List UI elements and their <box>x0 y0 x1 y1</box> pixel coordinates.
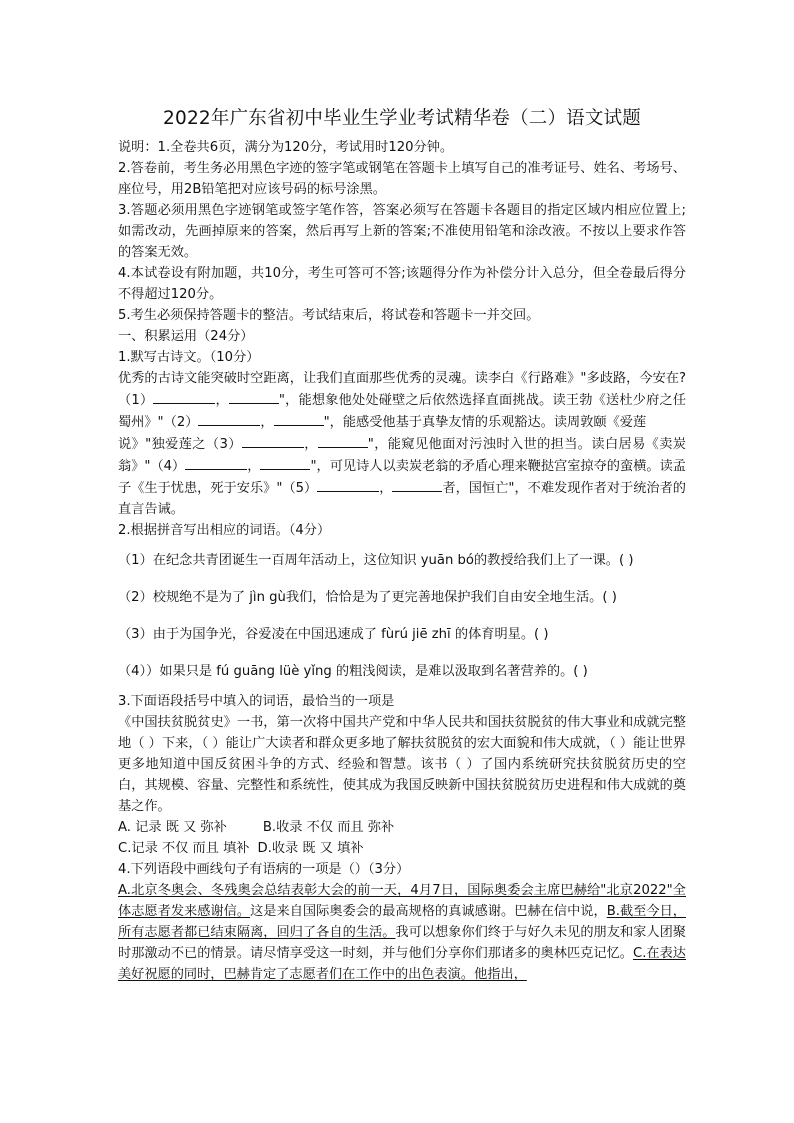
passage-text: 说》"独爱莲之（3） <box>118 437 242 452</box>
blank-comma: ， <box>247 459 261 474</box>
question-1-heading: 1.默写古诗文。（10分） <box>118 350 260 365</box>
passage-text: 优秀的古诗文能突破时空距离，让我们直面那些优秀的灵魂。读李白《行路难》"多歧路，今安在?（1） <box>118 371 686 408</box>
pinyin-item: （4））如果只是 fú guāng lüè yǐng 的粗浅阅读，是难以汲取到名著营养的。( ) <box>118 664 588 679</box>
underlined-sentence-b: B.截至今日，所有志愿者都已结束隔离，回归了各自的生活。 <box>118 904 686 940</box>
passage-text: 者，国恒亡"，不难发现作者对于统治者的直言告诫。 <box>118 481 686 517</box>
passage-text: 这是来自国际奥委会的最高规格的真诚感谢。巴赫在信中说， <box>250 904 607 919</box>
passage-text: "，能感受他基于真挚友情的乐观豁达。读周敦颐《爱莲 <box>323 415 647 430</box>
question-3-passage: 《中国扶贫脱贫史》一书，第一次将中国共产党和中华人民共和国扶贫脱贫的伟大事业和成就完整地（ ）下来，（ ）能让广大读者和群众更多地了解扶贫脱贫的宏大面貌和伟大成就，（ ）能让世界更多地知道中国反贫困斗争的方式、经验和智慧。该书（ ）了国内系统研究扶贫脱贫历史的空白，其规模、容量、完整性和系统性，使其成为我国反映新中国扶贫脱贫历史进程和伟大成就的奠基之作。 <box>118 715 686 814</box>
instruction-line: 4.本试卷设有附加题，共10分，考生可答可不答;该题得分作为补偿分计入总分，但全卷最后得分不得超过120分。 <box>118 266 686 302</box>
option-a[interactable]: A. 记录 既 又 弥补 <box>118 820 227 835</box>
fill-blank[interactable] <box>318 433 368 448</box>
fill-blank[interactable] <box>185 455 247 470</box>
instruction-line: 5.考生必须保持答题卡的整洁。考试结束后，将试卷和答题卡一并交回。 <box>118 308 540 323</box>
pinyin-item: （3）由于为国争光，谷爱凌在中国迅速成了 fùrú jiē zhī 的体育明星。( ) <box>118 627 549 642</box>
passage-text: "，能想象他处处碰壁之后依然选择直面挑战。读王勃《送杜少府之任蜀州》"（2） <box>118 393 687 430</box>
passage-text: "，可见诗人以卖炭老翁的矛盾心理来鞭挞宫室掠夺的蛮横。读孟子《生于忧患，死于安乐》"（5） <box>118 459 686 496</box>
section-heading: 一、积累运用（24分） <box>118 329 254 344</box>
fill-blank[interactable] <box>229 389 279 404</box>
question-3-options-row <box>118 817 686 838</box>
question-4-heading: 4.下列语段中画线句子有语病的一项是（）（3分） <box>118 862 410 877</box>
fill-blank[interactable] <box>198 411 260 426</box>
exam-title: 2022年广东省初中毕业生学业考试精华卷（二）语文试题 <box>163 108 641 129</box>
instruction-line: 3.答题必须用黑色字迹钢笔或签字笔作答，答案必须写在答题卡各题目的指定区域内相应位置上;如需改动，先画掉原来的答案，然后再写上新的答案;不准使用铅笔和涂改液。不按以上要求作答的答案无效。 <box>118 203 686 260</box>
blank-comma: ， <box>260 415 274 430</box>
fill-blank[interactable] <box>260 455 310 470</box>
option-c[interactable]: C.记录 不仅 而且 填补 <box>118 841 250 856</box>
instruction-line: 说明：1.全卷共6页，满分为120分，考试用时120分钟。 <box>118 140 454 155</box>
underlined-sentence-c: C.在表达美好祝愿的同时，巴赫肯定了志愿者们在工作中的出色表演。 <box>118 946 686 982</box>
underlined-sentence-a: A.北京冬奥会、冬残奥会总结表彰大会的前一天，4月7日，国际奥委会主席巴赫给"北京2022"全体志愿者发来感谢信。 <box>118 883 686 919</box>
question-4-passage <box>118 880 686 985</box>
blank-comma: ， <box>303 437 318 452</box>
instruction-line: 2.答卷前，考生务必用黑色字迹的签字笔或钢笔在答题卡上填写自己的准考证号、姓名、考场号、座位号，用2B铅笔把对应该号码的标号涂黑。 <box>118 161 686 197</box>
passage-text: 他指出， <box>474 967 527 982</box>
blank-comma: ， <box>379 481 393 496</box>
fill-blank[interactable] <box>317 477 379 492</box>
blank-comma: ， <box>215 393 229 408</box>
question-3-options-row <box>118 838 686 859</box>
fill-blank[interactable] <box>153 389 215 404</box>
option-d[interactable]: D.收录 既 又 填补 <box>257 841 364 856</box>
option-b[interactable]: B.收录 不仅 而且 弥补 <box>262 820 395 835</box>
question-3-heading: 3.下面语段括号中填入的词语，最恰当的一项是 <box>118 694 395 709</box>
pinyin-item: （1）在纪念共青团诞生一百周年活动上，这位知识 yuān bó的教授给我们上了一课。( ) <box>118 553 634 568</box>
passage-text: "，能窥见他面对污浊时入世的担当。读白居易《卖炭翁》"（4） <box>118 437 686 474</box>
passage-text: 我可以想象你们终于与好久未见的朋友和家人团聚时那激动不已的情景。请尽情享受这一时刻，并与他们分享你们那诸多的奥林匹克记忆。 <box>118 925 686 961</box>
question-1-passage <box>118 368 686 520</box>
fill-blank[interactable] <box>274 411 324 426</box>
page-content <box>118 105 686 985</box>
question-2-heading: 2.根据拼音写出相应的词语。（4分） <box>118 523 331 538</box>
fill-blank[interactable] <box>392 477 442 492</box>
fill-blank[interactable] <box>242 433 304 448</box>
pinyin-item: （2）校规绝不是为了 jìn gù我们，恰恰是为了更完善地保护我们自由安全地生活。( ) <box>118 590 617 605</box>
instructions <box>118 137 686 326</box>
